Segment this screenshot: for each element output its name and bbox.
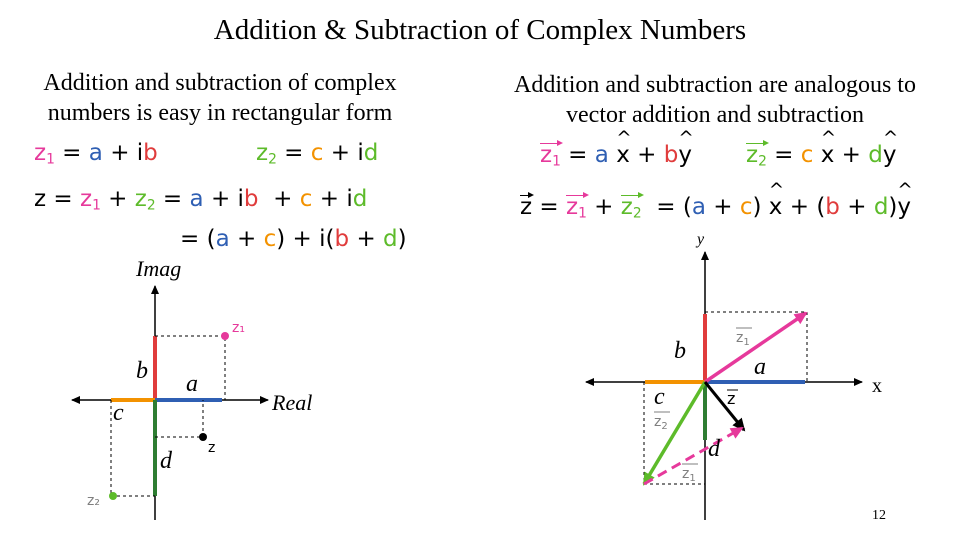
eq-vector-z1: $z_1 = a$ ^ x + b^ y [540, 142, 692, 169]
label-z: z [208, 440, 216, 456]
vector-z-sum [705, 382, 744, 430]
axis-label-x: x [872, 375, 882, 397]
eq-z-grouped: = (a + c) + i(b + d) [180, 226, 407, 252]
vector-label-z1: $z_1$ [736, 330, 750, 348]
eq-vector-z2: $z_2 = c$ ^ x + d^ y [746, 142, 897, 169]
right-intro-line-1: Addition and subtraction are analogous to [514, 72, 916, 98]
vector-label-b: b [674, 338, 686, 364]
point-z [199, 433, 207, 441]
label-d: d [160, 448, 172, 474]
point-z2 [109, 492, 117, 500]
label-b: b [136, 358, 148, 384]
right-intro-line-2: vector addition and subtraction [566, 102, 864, 128]
eq-z-sum: $z = z_1 + z_2 = a$ + ib + c + id [34, 186, 368, 214]
vector-label-d: d [708, 436, 720, 462]
vector-label-a: a [754, 354, 766, 380]
left-intro-line-1: Addition and subtraction of complex [43, 70, 397, 96]
vector-diagram [586, 231, 882, 520]
vector-label-z2: $z_2$ [654, 414, 668, 432]
eq-vector-sum: $z = z_1 + z_2 = (a + c)$ ^ x + (b + d)^ y [520, 194, 911, 221]
point-z1 [221, 332, 229, 340]
label-c: c [113, 400, 124, 426]
z-projection [155, 400, 203, 437]
slide-title: Addition & Subtraction of Complex Numbers [213, 14, 747, 46]
axis-label-y: y [697, 231, 705, 248]
axis-label-real: Real [272, 390, 313, 415]
eq-z1-definition: $z_1 = a$ + ib [34, 140, 158, 168]
label-z2: z₂ [87, 493, 100, 509]
label-z1: z₁ [232, 320, 245, 336]
vector-label-c: c [654, 384, 665, 410]
vector-label-z1-dashed: $z_1$ [682, 466, 696, 484]
complex-plane-diagram [72, 256, 312, 520]
label-a: a [186, 371, 198, 397]
eq-z2-definition: $z_2 = c$ + id [256, 140, 379, 168]
axis-label-imag: Imag [136, 256, 182, 281]
vector-label-z: z [727, 389, 736, 408]
left-intro-line-2: numbers is easy in rectangular form [47, 100, 393, 126]
page-number: 12 [872, 508, 886, 523]
